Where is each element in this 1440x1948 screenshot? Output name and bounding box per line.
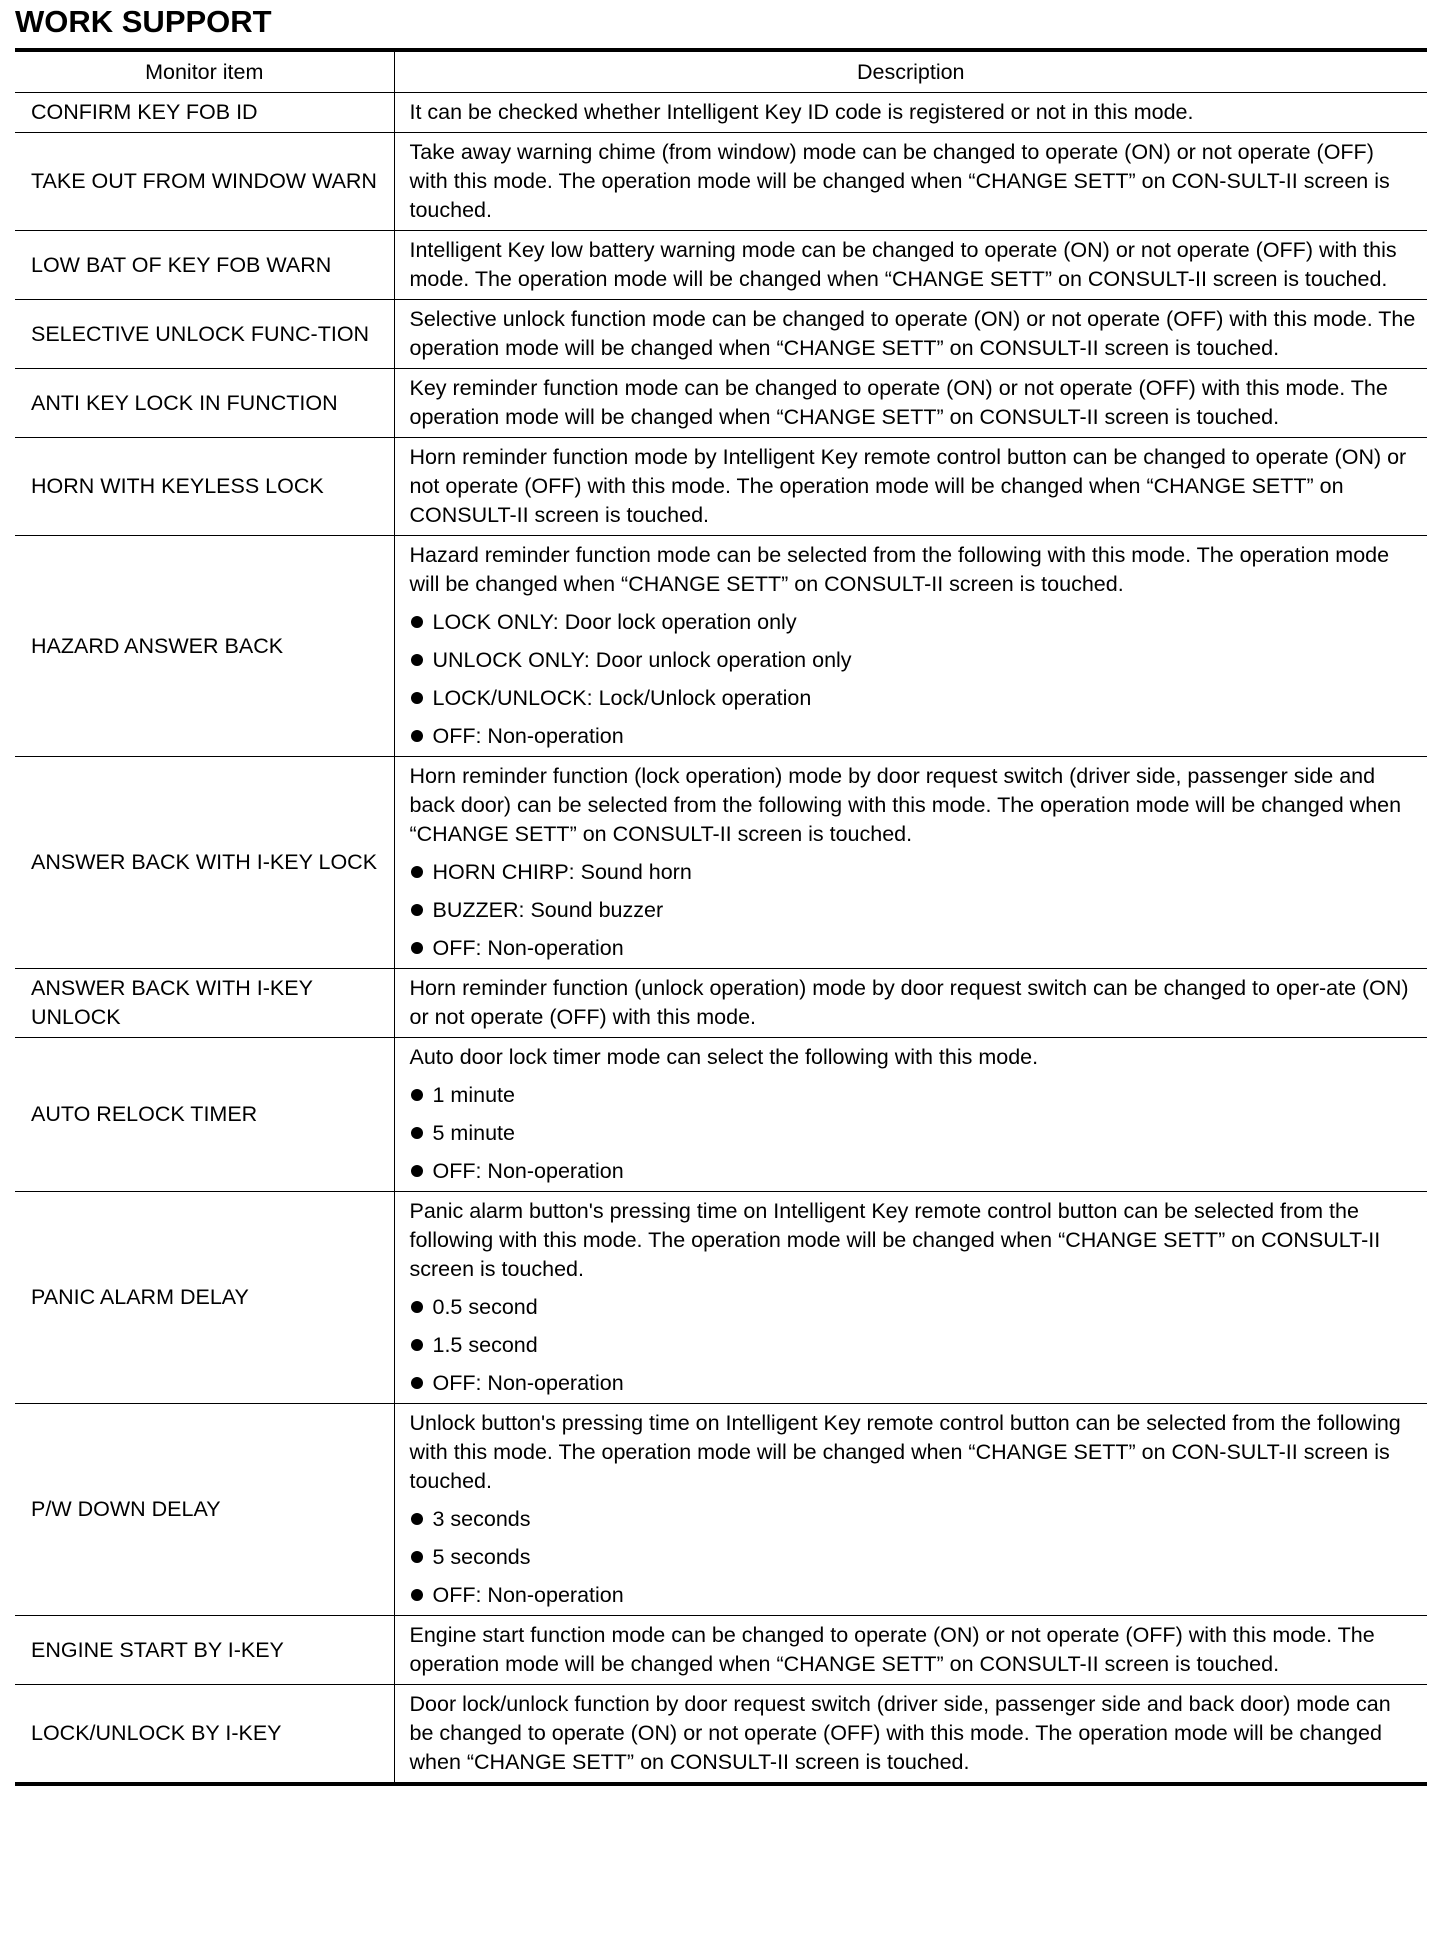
option-list-item <box>410 1110 1418 1148</box>
option-text: 3 seconds <box>432 1507 531 1531</box>
monitor-item-cell: HAZARD ANSWER BACK <box>15 536 394 757</box>
option-list-item <box>410 887 1418 925</box>
option-text: OFF: Non-operation <box>432 724 624 748</box>
option-text: OFF: Non-operation <box>432 1159 624 1183</box>
option-list-item <box>410 1496 1418 1534</box>
option-list <box>410 849 1418 963</box>
option-list-item <box>410 637 1418 675</box>
description-text: Horn reminder function (lock operation) mode by door request switch (driver side, passenger side and back door) can be selected from the following with this mode. The operation mode will be changed when “CHANGE SETT” on CONSULT-II screen is touched. <box>409 764 1402 846</box>
monitor-item-cell: LOCK/UNLOCK BY I-KEY <box>15 1685 394 1785</box>
option-text: OFF: Non-operation <box>432 1583 624 1607</box>
bullet-icon <box>411 654 423 666</box>
bullet-icon <box>411 942 423 954</box>
monitor-item-cell: P/W DOWN DELAY <box>15 1404 394 1616</box>
description-cell <box>394 536 1427 757</box>
option-list <box>410 1072 1418 1186</box>
header-monitor-item: Monitor item <box>15 50 394 93</box>
option-text: UNLOCK ONLY: Door unlock operation only <box>432 648 852 672</box>
description-text: Panic alarm button's pressing time on Intelligent Key remote control button can be selected from the following with this mode. The operation mode will be changed when “CHANGE SETT” on CONSULT-II screen is touched. <box>409 1199 1381 1281</box>
monitor-item-cell: ANTI KEY LOCK IN FUNCTION <box>15 369 394 438</box>
bullet-icon <box>411 1301 423 1313</box>
option-text: OFF: Non-operation <box>432 1371 624 1395</box>
description-text: Intelligent Key low battery warning mode can be changed to operate (ON) or not operate (OFF) with this mode. The operation mode will be changed when “CHANGE SETT” on CONSULT-II screen is touched. <box>409 238 1397 291</box>
bullet-icon <box>411 866 423 878</box>
table-header-row <box>15 50 1427 93</box>
table-row <box>15 1192 1427 1404</box>
bullet-icon <box>411 1377 423 1389</box>
option-text: HORN CHIRP: Sound horn <box>432 860 692 884</box>
work-support-table <box>15 48 1427 1786</box>
description-cell <box>394 1192 1427 1404</box>
option-list <box>410 1284 1418 1398</box>
option-text: 1 minute <box>432 1083 515 1107</box>
option-text: OFF: Non-operation <box>432 936 624 960</box>
description-text: Door lock/unlock function by door request switch (driver side, passenger side and back door) mode can be changed to operate (ON) or not operate (OFF) with this mode. The operation mode will be changed when “CHANGE SETT” on CONSULT-II screen is touched. <box>409 1692 1391 1774</box>
option-list-item <box>410 713 1418 751</box>
option-text: 5 minute <box>432 1121 515 1145</box>
description-cell <box>394 969 1427 1038</box>
table-row <box>15 757 1427 969</box>
option-list <box>410 599 1418 751</box>
description-text: Unlock button's pressing time on Intelligent Key remote control button can be selected from the following with this mode. The operation mode will be changed when “CHANGE SETT” on CON-SULT-II screen is touched. <box>409 1411 1401 1493</box>
monitor-item-cell: SELECTIVE UNLOCK FUNC-TION <box>15 300 394 369</box>
description-cell <box>394 93 1427 133</box>
description-cell <box>394 231 1427 300</box>
description-cell <box>394 133 1427 231</box>
option-list <box>410 1496 1418 1610</box>
description-text: Take away warning chime (from window) mode can be changed to operate (ON) or not operate (OFF) with this mode. The operation mode will be changed when “CHANGE SETT” on CON-SULT-II screen is touched. <box>409 140 1390 222</box>
page-title: WORK SUPPORT <box>15 4 272 39</box>
monitor-item-cell: ANSWER BACK WITH I-KEY LOCK <box>15 757 394 969</box>
table-row <box>15 1616 1427 1685</box>
monitor-item-cell: CONFIRM KEY FOB ID <box>15 93 394 133</box>
bullet-icon <box>411 1551 423 1563</box>
table-row <box>15 1038 1427 1192</box>
monitor-item-cell: HORN WITH KEYLESS LOCK <box>15 438 394 536</box>
monitor-item-cell: LOW BAT OF KEY FOB WARN <box>15 231 394 300</box>
monitor-item-cell: AUTO RELOCK TIMER <box>15 1038 394 1192</box>
option-list-item <box>410 1148 1418 1186</box>
table-row <box>15 1404 1427 1616</box>
option-list-item <box>410 675 1418 713</box>
table-row <box>15 231 1427 300</box>
description-cell <box>394 300 1427 369</box>
monitor-item-cell: TAKE OUT FROM WINDOW WARN <box>15 133 394 231</box>
option-text: 1.5 second <box>432 1333 538 1357</box>
description-cell <box>394 1038 1427 1192</box>
table-row <box>15 93 1427 133</box>
description-cell <box>394 438 1427 536</box>
bullet-icon <box>411 1339 423 1351</box>
description-text: Horn reminder function mode by Intelligent Key remote control button can be changed to operate (ON) or not operate (OFF) with this mode. The operation mode will be changed when “CHANGE SETT” on CONSULT-II screen is touched. <box>409 445 1407 527</box>
bullet-icon <box>411 1165 423 1177</box>
description-text: Key reminder function mode can be changed to operate (ON) or not operate (OFF) with this mode. The operation mode will be changed when “CHANGE SETT” on CONSULT-II screen is touched. <box>409 376 1388 429</box>
monitor-item-cell: PANIC ALARM DELAY <box>15 1192 394 1404</box>
description-cell <box>394 369 1427 438</box>
description-text: Selective unlock function mode can be changed to operate (ON) or not operate (OFF) with this mode. The operation mode will be changed when “CHANGE SETT” on CONSULT-II screen is touched. <box>409 307 1416 360</box>
description-cell <box>394 1616 1427 1685</box>
table-row <box>15 1685 1427 1785</box>
monitor-item-cell: ENGINE START BY I-KEY <box>15 1616 394 1685</box>
table-row <box>15 969 1427 1038</box>
bullet-icon <box>411 730 423 742</box>
description-text: Auto door lock timer mode can select the following with this mode. <box>409 1045 1039 1069</box>
option-list-item <box>410 1284 1418 1322</box>
bullet-icon <box>411 904 423 916</box>
description-text: Hazard reminder function mode can be selected from the following with this mode. The operation mode will be changed when “CHANGE SETT” on CONSULT-II screen is touched. <box>409 543 1390 596</box>
bullet-icon <box>411 1089 423 1101</box>
table-row <box>15 438 1427 536</box>
description-text: It can be checked whether Intelligent Key ID code is registered or not in this mode. <box>409 100 1194 124</box>
header-description: Description <box>394 50 1427 93</box>
bullet-icon <box>411 692 423 704</box>
option-list-item <box>410 599 1418 637</box>
monitor-item-cell: ANSWER BACK WITH I-KEY UNLOCK <box>15 969 394 1038</box>
option-list-item <box>410 1534 1418 1572</box>
option-list-item <box>410 1322 1418 1360</box>
option-list-item <box>410 1572 1418 1610</box>
table-body <box>15 93 1427 1785</box>
option-list-item <box>410 849 1418 887</box>
description-cell <box>394 1685 1427 1785</box>
option-text: 0.5 second <box>432 1295 538 1319</box>
option-text: 5 seconds <box>432 1545 531 1569</box>
bullet-icon <box>411 1127 423 1139</box>
table-row <box>15 300 1427 369</box>
option-text: LOCK/UNLOCK: Lock/Unlock operation <box>432 686 812 710</box>
table-row <box>15 133 1427 231</box>
option-text: LOCK ONLY: Door lock operation only <box>432 610 797 634</box>
option-list-item <box>410 1072 1418 1110</box>
description-cell <box>394 757 1427 969</box>
table-row <box>15 536 1427 757</box>
description-text: Horn reminder function (unlock operation) mode by door request switch can be changed to oper-ate (ON) or not operate (OFF) with this mode. <box>409 976 1409 1029</box>
option-list-item <box>410 925 1418 963</box>
option-list-item <box>410 1360 1418 1398</box>
description-cell <box>394 1404 1427 1616</box>
description-text: Engine start function mode can be changed to operate (ON) or not operate (OFF) with this mode. The operation mode will be changed when “CHANGE SETT” on CONSULT-II screen is touched. <box>409 1623 1375 1676</box>
bullet-icon <box>411 616 423 628</box>
option-text: BUZZER: Sound buzzer <box>432 898 664 922</box>
table-row <box>15 369 1427 438</box>
bullet-icon <box>411 1513 423 1525</box>
bullet-icon <box>411 1589 423 1601</box>
